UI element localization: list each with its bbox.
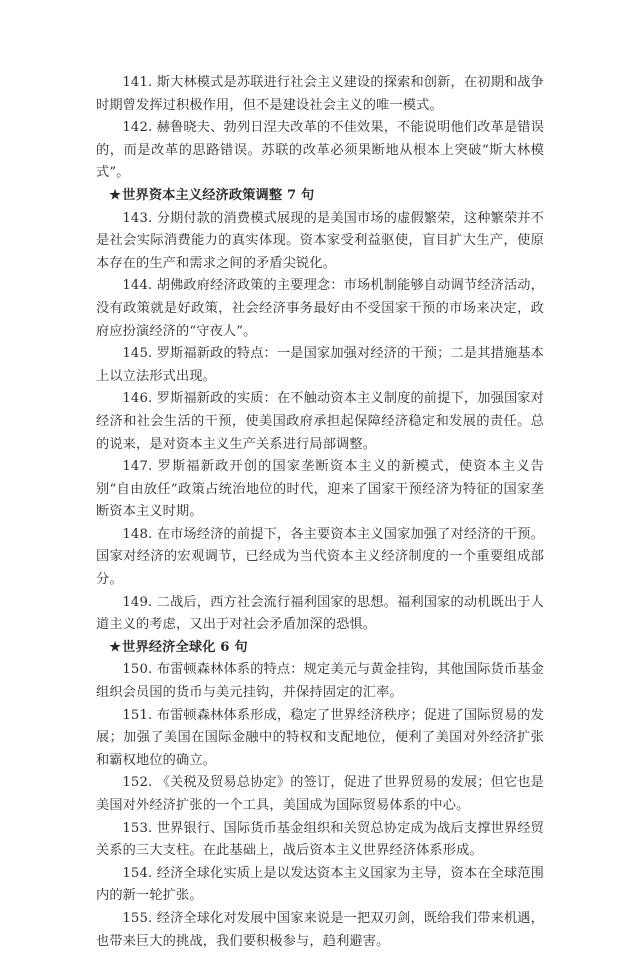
list-item: 142. 赫鲁晓夫、勃列日涅夫改革的不佳效果，不能说明他们改革是错误的，而是改革的思路错误。苏联的改革必须果断地从根本上突破“斯大林模式”。 <box>96 120 544 181</box>
list-item: 152. 《关税及贸易总协定》的签订，促进了世界贸易的发展；但它也是美国对外经济扩张的一个工具，美国成为国际贸易体系的中心。 <box>96 775 544 813</box>
item-text: 布雷顿森林体系的特点：规定美元与黄金挂钩，其他国际货币基金组织会员国的货币与美元挂钩，并保持固定的汇率。 <box>96 662 544 701</box>
list-item: 141. 斯大林模式是苏联进行社会主义建设的探索和创新，在初期和战争时期曾发挥过积极作用，但不是建设社会主义的唯一模式。 <box>96 75 544 113</box>
section-heading <box>96 637 544 660</box>
item-text: 分期付款的消费模式展现的是美国市场的虚假繁荣，这种繁荣并不是社会实际消费能力的真实体现。资本家受利益驱使，盲目扩大生产，使原本存在的生产和需求之间的矛盾尖锐化。 <box>96 210 544 271</box>
item-text: 斯大林模式是苏联进行社会主义建设的探索和创新，在初期和战争时期曾发挥过积极作用，但不是建设社会主义的唯一模式。 <box>96 75 544 113</box>
item-text: 罗斯福新政开创的国家垄断资本主义的新模式，使资本主义告别“自由放任”政策占统治地位的时代，迎来了国家干预经济为特征的国家垄断资本主义时期。 <box>96 459 544 520</box>
item-number: 145 <box>122 346 149 362</box>
item-text: 世界银行、国际货币基金组织和关贸总协定成为战后支撑世界经贸关系的三大支柱。在此基础上，战后资本主义世界经济体系形成。 <box>96 820 544 859</box>
item-number: 147 <box>122 459 149 475</box>
item-number: 154 <box>122 865 149 881</box>
item-text: 经济全球化对发展中国家来说是一把双刃剑，既给我们带来机遇，也带来巨大的挑战，我们要积极参与，趋利避害。 <box>96 910 544 949</box>
item-text: 《关税及贸易总协定》的签订，促进了世界贸易的发展；但它也是美国对外经济扩张的一个工具，美国成为国际贸易体系的中心。 <box>96 775 544 813</box>
list-item: 148. 在市场经济的前提下，各主要资本主义国家加强了对经济的干预。国家对经济的宏观调节，已经成为当代资本主义经济制度的一个重要组成部分。 <box>96 526 544 588</box>
list-item: 144. 胡佛政府经济政策的主要理念：市场机制能够自动调节经济活动，没有政策就是好政策，社会经济事务最好由不受国家干预的市场来决定，政府应扮演经济的“守夜人”。 <box>96 278 544 339</box>
item-number: 141 <box>122 75 149 90</box>
item-number: 150 <box>122 662 149 678</box>
list-item: 151. 布雷顿森林体系形成，稳定了世界经济秩序；促进了国际贸易的发展；加强了美国在国际金融中的特权和支配地位，便利了美国对外经济扩张和霸权地位的确立。 <box>96 707 544 768</box>
section-heading-text: 世界资本主义经济政策调整 7 句 <box>122 187 315 203</box>
item-number: 153 <box>122 820 149 836</box>
item-text: 胡佛政府经济政策的主要理念：市场机制能够自动调节经济活动，没有政策就是好政策，社会经济事务最好由不受国家干预的市场来决定，政府应扮演经济的“守夜人”。 <box>96 278 544 339</box>
item-number: 143 <box>122 210 149 226</box>
list-item: 149. 二战后，西方社会流行福利国家的思想。福利国家的动机既出于人道主义的考虑，又出于对社会矛盾加深的恐惧。 <box>96 594 544 633</box>
list-item: 153. 世界银行、国际货币基金组织和关贸总协定成为战后支撑世界经贸关系的三大支柱。在此基础上，战后资本主义世界经济体系形成。 <box>96 820 544 859</box>
list-item: 143. 分期付款的消费模式展现的是美国市场的虚假繁荣，这种繁荣并不是社会实际消费能力的真实体现。资本家受利益驱使，盲目扩大生产，使原本存在的生产和需求之间的矛盾尖锐化。 <box>96 210 544 271</box>
star-icon: ★ <box>109 187 122 203</box>
item-text: 罗斯福新政的特点：一是国家加强对经济的干预；二是其措施基本上以立法形式出现。 <box>96 346 544 384</box>
item-number: 151 <box>122 707 149 723</box>
item-number: 152 <box>122 775 149 791</box>
section-heading-text: 世界经济全球化 6 句 <box>122 639 248 655</box>
list-item: 154. 经济全球化实质上是以发达资本主义国家为主导，资本在全球范围内的新一轮扩张。 <box>96 865 544 904</box>
item-number: 142 <box>122 120 149 136</box>
item-number: 144 <box>122 278 149 294</box>
item-text: 罗斯福新政的实质：在不触动资本主义制度的前提下，加强国家对经济和社会生活的干预，使美国政府承担起保障经济稳定和发展的责任。总的说来，是对资本主义生产关系进行局部调整。 <box>96 391 544 452</box>
item-text: 赫鲁晓夫、勃列日涅夫改革的不佳效果，不能说明他们改革是错误的，而是改革的思路错误。苏联的改革必须果断地从根本上突破“斯大林模式”。 <box>96 120 544 181</box>
list-item: 147. 罗斯福新政开创的国家垄断资本主义的新模式，使资本主义告别“自由放任”政策占统治地位的时代，迎来了国家干预经济为特征的国家垄断资本主义时期。 <box>96 459 544 520</box>
item-text: 二战后，西方社会流行福利国家的思想。福利国家的动机既出于人道主义的考虑，又出于对社会矛盾加深的恐惧。 <box>96 594 544 633</box>
item-text: 布雷顿森林体系形成，稳定了世界经济秩序；促进了国际贸易的发展；加强了美国在国际金融中的特权和支配地位，便利了美国对外经济扩张和霸权地位的确立。 <box>96 707 544 768</box>
list-item: 155. 经济全球化对发展中国家来说是一把双刃剑，既给我们带来机遇，也带来巨大的挑战，我们要积极参与，趋利避害。 <box>96 910 544 949</box>
item-number: 146 <box>122 391 149 407</box>
item-number: 149 <box>122 594 149 610</box>
list-item: 146. 罗斯福新政的实质：在不触动资本主义制度的前提下，加强国家对经济和社会生活的干预，使美国政府承担起保障经济稳定和发展的责任。总的说来，是对资本主义生产关系进行局部调整。 <box>96 391 544 452</box>
star-icon: ★ <box>109 639 122 655</box>
item-number: 148 <box>122 526 149 542</box>
list-item: 145. 罗斯福新政的特点：一是国家加强对经济的干预；二是其措施基本上以立法形式出现。 <box>96 346 544 384</box>
item-text: 经济全球化实质上是以发达资本主义国家为主导，资本在全球范围内的新一轮扩张。 <box>96 865 544 904</box>
item-number: 155 <box>122 910 149 926</box>
item-text: 在市场经济的前提下，各主要资本主义国家加强了对经济的干预。国家对经济的宏观调节，已经成为当代资本主义经济制度的一个重要组成部分。 <box>96 526 544 588</box>
section-heading <box>96 185 544 208</box>
list-item: 150. 布雷顿森林体系的特点：规定美元与黄金挂钩，其他国际货币基金组织会员国的货币与美元挂钩，并保持固定的汇率。 <box>96 662 544 701</box>
